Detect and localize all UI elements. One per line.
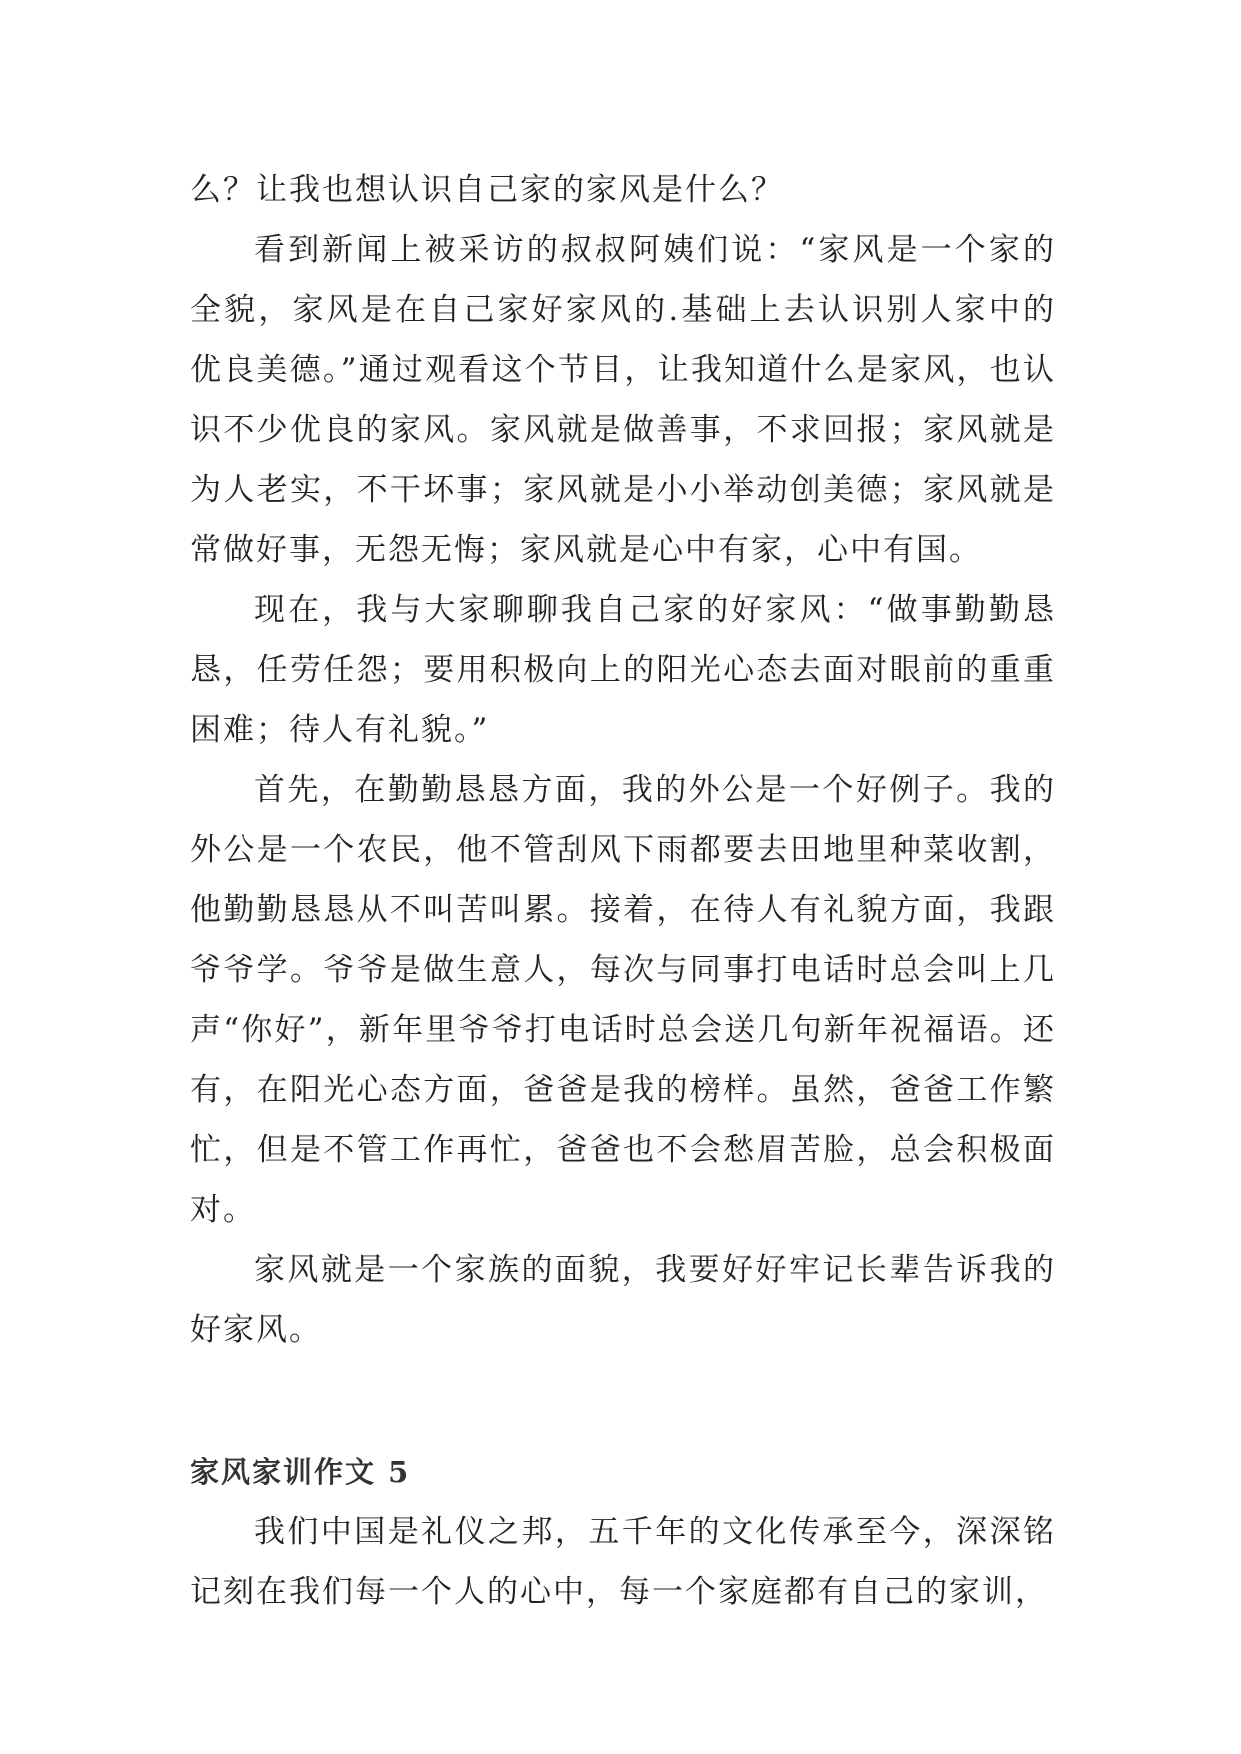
paragraph-essay5-intro: 我们中国是礼仪之邦，五千年的文化传承至今，深深铭记刻在我们每一个人的心中，每一个家庭都有自己的家训， [190,1514,1056,1610]
paragraph-examples: 首先，在勤勤恳恳方面，我的外公是一个好例子。我的外公是一个农民，他不管刮风下雨都要去田地里种菜收割，他勤勤恳恳从不叫苦叫累。接着，在待人有礼貌方面，我跟爷爷学。爷爷是做生意人，每次与同事打电话时总会叫上几声“你好”，新年里爷爷打电话时总会送几句新年祝福语。还有，在阳光心态方面，爸爸是我的榜样。虽然，爸爸工作繁忙，但是不管工作再忙，爸爸也不会愁眉苦脸，总会积极面对。 [190,772,1056,1228]
paragraph-my-family-style: 现在，我与大家聊聊我自己家的好家风：“做事勤勤恳恳，任劳任怨；要用积极向上的阳光心态去面对眼前的重重困难；待人有礼貌。” [190,592,1056,748]
paragraph-continuation: 么？让我也想认识自己家的家风是什么？ [190,172,784,208]
paragraph-conclusion: 家风就是一个家族的面貌，我要好好牢记长辈告诉我的好家风。 [190,1252,1056,1348]
paragraph-news-interview: 看到新闻上被采访的叔叔阿姨们说：“家风是一个家的全貌，家风是在自己家好家风的.基础上去认识别人家中的优良美德。”通过观看这个节目，让我知道什么是家风，也认识不少优良的家风。家风就是做善事，不求回报；家风就是为人老实，不干坏事；家风就是小小举动创美德；家风就是常做好事，无怨无悔；家风就是心中有家，心中有国。 [190,232,1056,568]
document-body [190,160,1056,1622]
section-heading: 家风家训作文 5 [190,1455,411,1489]
